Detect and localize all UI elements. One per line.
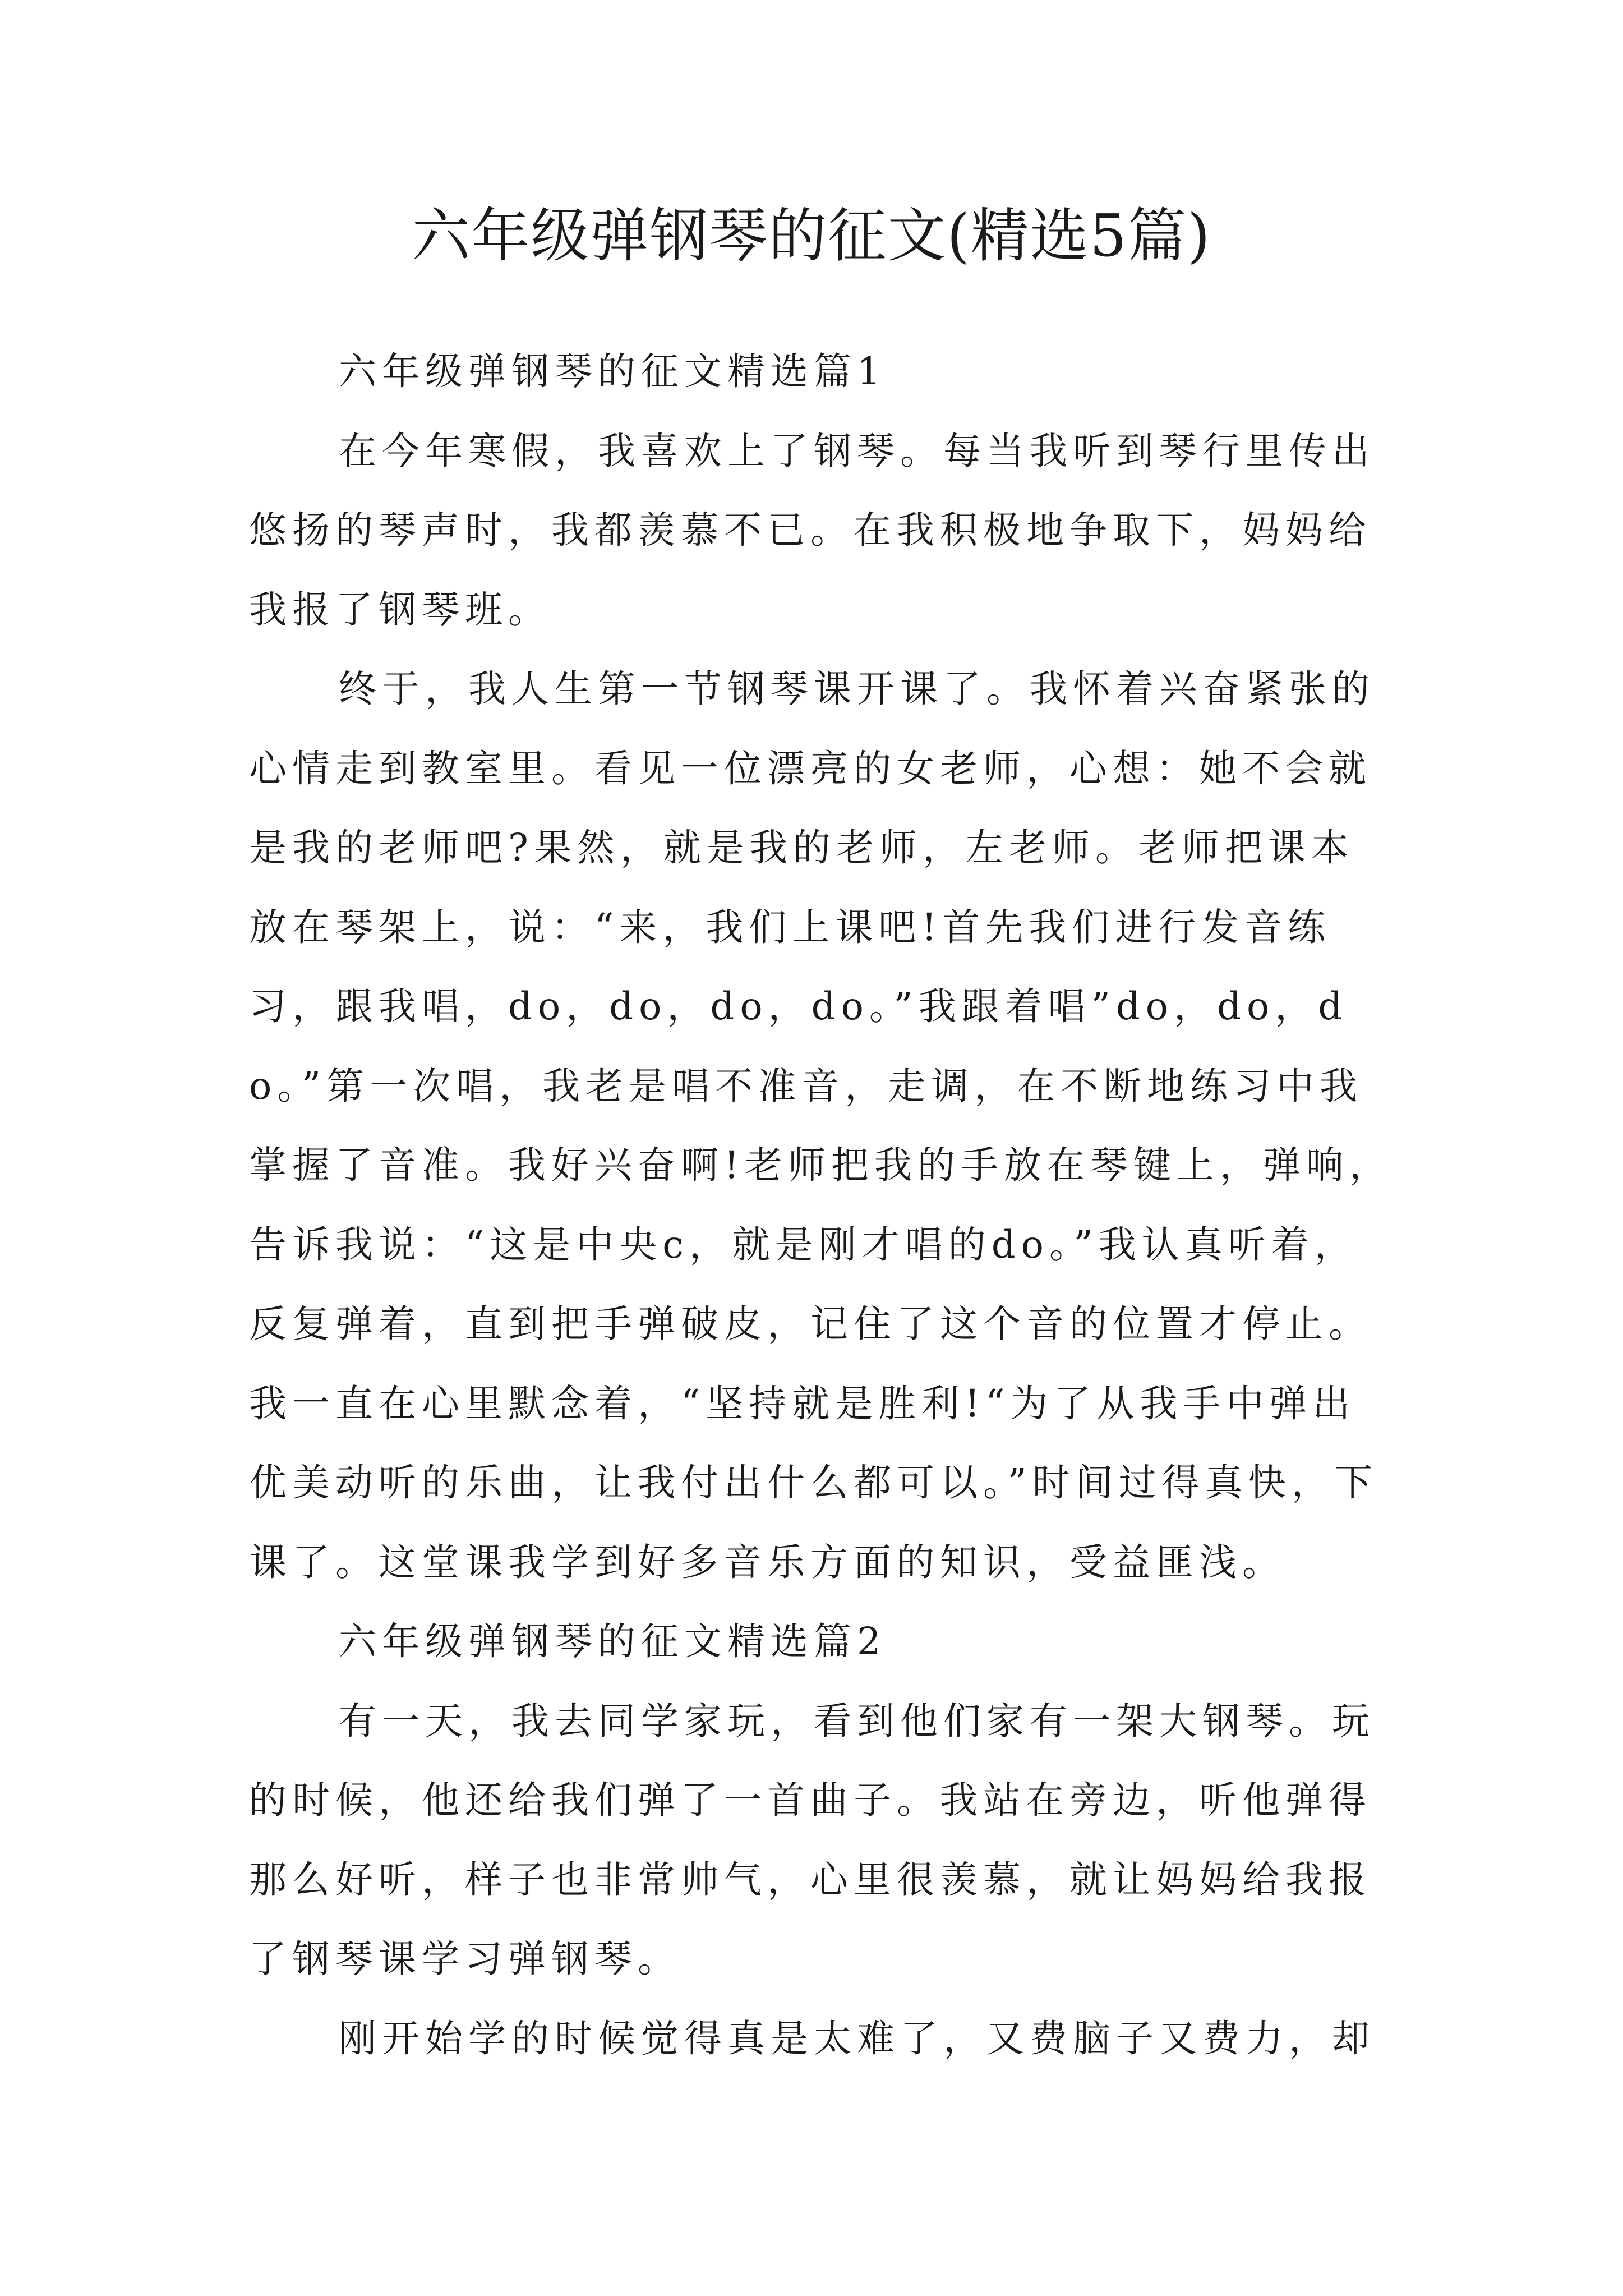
document-body (249, 332, 1393, 2078)
paragraph: 终于，我人生第一节钢琴课开课了。我怀着兴奋紧张的心情走到教室里。看见一位漂亮的女老师，心想：她不会就是我的老师吧?果然，就是我的老师，左老师。老师把课本放在琴架上，说：“来，我们上课吧!首先我们进行发音练习，跟我唱，do，do，do，do。”我跟着唱”do，do，do。”第一次唱，我老是唱不准音，走调，在不断地练习中我掌握了音准。我好兴奋啊!老师把我的手放在琴键上，弹响，告诉我说：“这是中央c，就是刚才唱的do。”我认真听着，反复弹着，直到把手弹破皮，记住了这个音的位置才停止。我一直在心里默念着，“坚持就是胜利!“为了从我手中弹出优美动听的乐曲，让我付出什么都可以。”时间过得真快，下课了。这堂课我学到好多音乐方面的知识，受益匪浅。 (249, 667, 1393, 1584)
paragraph: 有一天，我去同学家玩，看到他们家有一架大钢琴。玩的时候，他还给我们弹了一首曲子。我站在旁边，听他弹得那么好听，样子也非常帅气，心里很羡慕，就让妈妈给我报了钢琴课学习弹钢琴。 (249, 1699, 1375, 1981)
paragraph: 刚开始学的时候觉得真是太难了，又费脑子又费力，却 (339, 2016, 1375, 2060)
section-heading-1: 六年级弹钢琴的征文精选篇1 (339, 349, 887, 393)
paragraph: 在今年寒假，我喜欢上了钢琴。每当我听到琴行里传出悠扬的琴声时，我都羡慕不已。在我积极地争取下，妈妈给我报了钢琴班。 (249, 429, 1375, 632)
section-heading-2: 六年级弹钢琴的征文精选篇2 (339, 1619, 887, 1663)
document-title: 六年级弹钢琴的征文(精选5篇) (412, 201, 1211, 270)
